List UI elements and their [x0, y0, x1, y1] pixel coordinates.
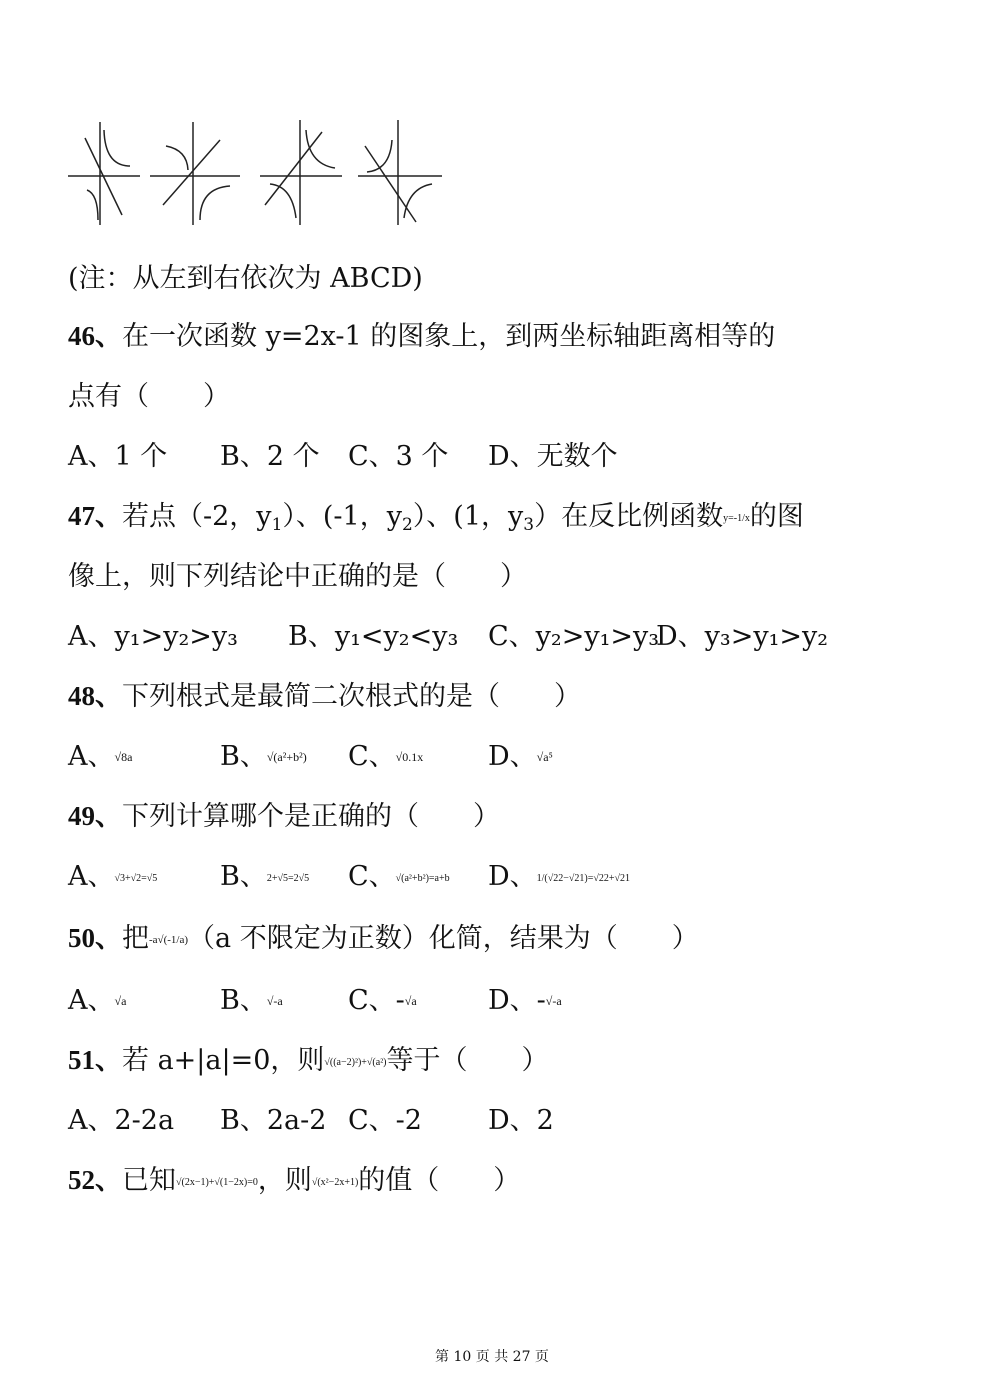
- options-48: [68, 734, 553, 773]
- question-46: [68, 314, 775, 353]
- option-c[interactable]: C、3 个: [348, 441, 449, 472]
- option-d[interactable]: D、1/(√22−√21)=√22+√21: [488, 861, 630, 892]
- option-b[interactable]: B、2+√5=2√5: [220, 861, 310, 892]
- question-49: [68, 794, 500, 833]
- graph-d: [358, 120, 442, 225]
- page-footer: 第 10 页 共 27 页: [435, 1349, 549, 1365]
- question-46-cont: 点有（ ）: [68, 381, 230, 412]
- question-text: 在一次函数 y=2x-1 的图象上，到两坐标轴距离相等的: [122, 321, 776, 352]
- question-51: 51、若 a+|a|=0，则√((a−2)²)+√(a²)等于（ ）: [68, 1045, 549, 1076]
- question-50: 50、把-a√(-1/a)（a 不限定为正数）化简，结果为（ ）: [68, 923, 699, 954]
- options-51: [68, 1098, 554, 1137]
- option-c[interactable]: C、y₂>y₁>y₃: [488, 621, 660, 652]
- question-text: 下列计算哪个是正确的（ ）: [122, 801, 500, 832]
- options-46: [68, 434, 618, 473]
- formula-sqrt-sum: √((a−2)²)+√(a²): [324, 1057, 387, 1068]
- option-b[interactable]: B、2 个: [220, 441, 320, 472]
- formula-neg-a-sqrt: -a√(-1/a): [149, 934, 189, 946]
- option-d[interactable]: D、y₃>y₁>y₂: [656, 621, 829, 652]
- question-text: 下列根式是最简二次根式的是（ ）: [122, 681, 581, 712]
- question-number: 52、: [68, 1165, 122, 1195]
- option-d[interactable]: D、-√-a: [488, 985, 562, 1016]
- formula-y-neg-1-over-x: y=-1/x: [723, 513, 750, 524]
- option-c[interactable]: C、√(a²+b²)=a+b: [348, 861, 450, 892]
- options-47: [68, 614, 828, 653]
- question-52: 52、已知√(2x−1)+√(1−2x)=0，则√(x²−2x+1)的值（ ）: [68, 1165, 521, 1196]
- option-a[interactable]: A、√8a: [68, 741, 133, 772]
- graph-c: [260, 120, 342, 225]
- option-a[interactable]: A、√3+√2=√5: [68, 861, 158, 892]
- options-49: [68, 854, 630, 893]
- graph-a: [68, 122, 140, 225]
- formula-condition: √(2x−1)+√(1−2x)=0: [176, 1177, 258, 1188]
- option-c[interactable]: C、-2: [348, 1105, 422, 1136]
- option-d[interactable]: D、2: [488, 1105, 554, 1136]
- option-a[interactable]: A、2-2a: [68, 1105, 175, 1136]
- question-47: 47、若点（-2，$y_1$）、(-1，$y_2$）、(1，$y_3$）在反比例函数y=-1/x的图: [68, 501, 804, 535]
- option-b[interactable]: B、y₁<y₂<y₃: [288, 621, 459, 652]
- option-d[interactable]: D、无数个: [488, 441, 618, 472]
- question-47-cont: 像上，则下列结论中正确的是（ ）: [68, 561, 527, 592]
- question-number: 50、: [68, 923, 122, 953]
- option-d[interactable]: D、√a⁵: [488, 741, 553, 772]
- options-50: [68, 978, 562, 1017]
- question-number: 49、: [68, 801, 122, 831]
- question-number: 46、: [68, 321, 122, 351]
- graph-note: (注：从左到右依次为 ABCD): [68, 263, 423, 294]
- question-number: 51、: [68, 1045, 122, 1075]
- question-number: 47、: [68, 501, 122, 531]
- graph-b: [150, 122, 240, 225]
- question-48: [68, 674, 581, 713]
- option-b[interactable]: B、2a-2: [220, 1105, 327, 1136]
- option-a[interactable]: A、y₁>y₂>y₃: [68, 621, 238, 652]
- question-number: 48、: [68, 681, 122, 711]
- option-b[interactable]: B、√(a²+b²): [220, 741, 307, 772]
- option-a[interactable]: A、√a: [68, 985, 127, 1016]
- hyperbola-graphs-figure: [60, 110, 460, 235]
- option-a[interactable]: A、1 个: [68, 441, 168, 472]
- formula-target: √(x²−2x+1): [311, 1177, 359, 1188]
- option-c[interactable]: C、-√a: [348, 985, 417, 1016]
- option-c[interactable]: C、√0.1x: [348, 741, 424, 772]
- option-b[interactable]: B、√-a: [220, 985, 283, 1016]
